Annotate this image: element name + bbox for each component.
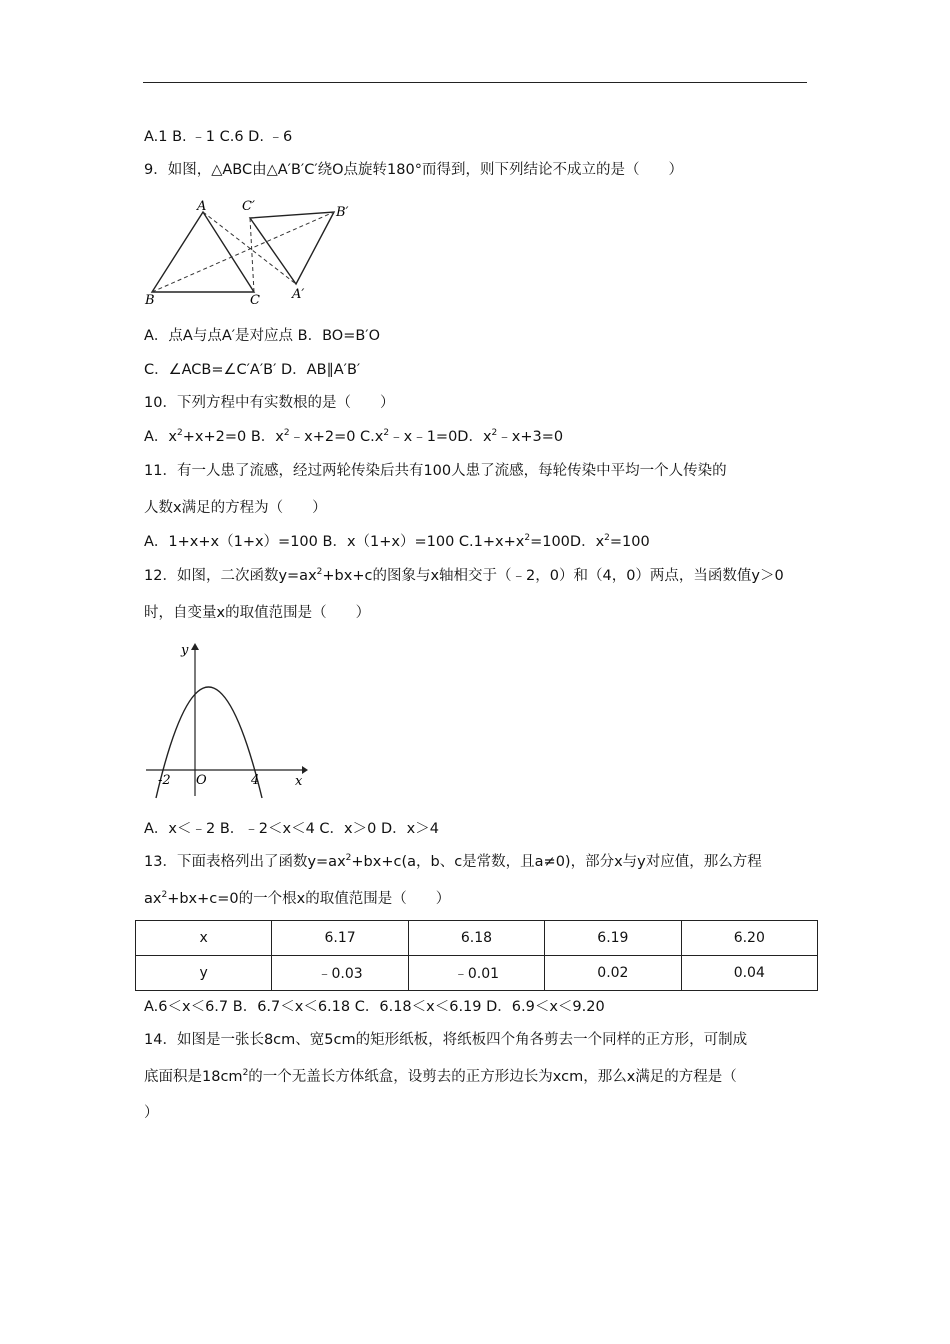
q13-value-table xyxy=(135,920,818,991)
q11-stem-line2: 人数x满足的方程为（ ） xyxy=(144,500,327,516)
q14-stem-line1: 14．如图是一张长8cm、宽5cm的矩形纸板，将纸板四个角各剪去一个同样的正方形，可制成 xyxy=(144,1032,748,1048)
table-cell: 0.04 xyxy=(681,956,817,991)
table-cell: y xyxy=(136,956,272,991)
q10-stem: 10．下列方程中有实数根的是（ ） xyxy=(144,395,395,411)
q13-options: A.6＜x＜6.7 B．6.7＜x＜6.18 C．6.18＜x＜6.19 D．6.9＜x＜9.20 xyxy=(144,999,605,1015)
dashed-bbp xyxy=(152,212,334,292)
q9-options-line1: A．点A与点A′是对应点 B．BO=B′O xyxy=(144,328,381,344)
table-cell: ﹣0.03 xyxy=(272,956,408,991)
table-row xyxy=(136,956,818,991)
q10-options: A．$x^2+x+2=0$ B．$x^2﹣x+2=0$ $C.x^2﹣x﹣1=0D$．$x^2﹣x+3=0$ xyxy=(144,428,564,445)
q9-rotation-figure xyxy=(144,198,356,306)
q12-options: A．x＜﹣2 B．﹣2＜x＜4 C．x＞0 D．x＞4 xyxy=(144,821,439,837)
q13-stem-line1: 13．下面表格列出了函数$y=ax^2+bx+c(a$，b、c是常数，且a≠0)，部分x与y对应值，那么方程 xyxy=(144,853,762,870)
label-cp: C′ xyxy=(242,199,255,214)
q9-options-line2: C．∠ACB=∠C′A′B′ D．AB∥A′B′ xyxy=(144,362,361,378)
label-b: B xyxy=(145,293,155,306)
table-cell: 6.17 xyxy=(272,921,408,956)
q11-stem-line1: 11．有一人患了流感，经过两轮传染后共有100人患了流感，每轮传染中平均一个人传染的 xyxy=(144,463,727,479)
triangle-abc xyxy=(152,212,254,292)
q12-parabola-graph xyxy=(144,640,308,800)
label-bp: B′ xyxy=(336,205,349,220)
y-axis-arrow xyxy=(191,643,199,650)
table-cell: 6.20 xyxy=(681,921,817,956)
label-a: A xyxy=(197,199,207,214)
label-x: x xyxy=(295,774,303,789)
q14-stem-line2: 底面积是$18cm^2$的一个无盖长方体纸盒，设剪去的正方形边长为xcm，那么x满足的方程是（ xyxy=(144,1068,737,1085)
label-y: y xyxy=(181,643,189,658)
header-rule xyxy=(143,82,807,83)
q13-stem-line2: $ax^2+bx+c=0$的一个根x的取值范围是（ ） xyxy=(144,890,451,907)
label-ap: A′ xyxy=(292,287,305,302)
q14-stem-line3: ） xyxy=(144,1105,159,1121)
table-row xyxy=(136,921,818,956)
q8-options: A.1 B. ﹣1 C.6 D. ﹣6 xyxy=(144,129,293,145)
dashed-aap xyxy=(203,212,296,284)
table-cell: 6.18 xyxy=(408,921,544,956)
label-c: C xyxy=(250,293,260,306)
table-cell: x xyxy=(136,921,272,956)
q12-stem-line2: 时，自变量x的取值范围是（ ） xyxy=(144,605,371,621)
x-axis-arrow xyxy=(302,766,308,774)
dashed-ccp xyxy=(250,218,254,292)
table-cell: 6.19 xyxy=(545,921,681,956)
q11-options: A．1+x+x（1+x）=100 B．x（1+x）=100 $C.1+x+x^2=100D$．$x^2=100$ xyxy=(144,533,650,550)
parabola-curve xyxy=(156,687,262,798)
table-cell: ﹣0.01 xyxy=(408,956,544,991)
q12-stem-line1: 12．如图，二次函数$y=ax^2+bx+c$的图象与x轴相交于（﹣2，0）和（4，0）两点，当函数值y＞0 xyxy=(144,567,784,584)
label-root-right: 4 xyxy=(251,773,260,788)
label-origin: O xyxy=(196,773,207,788)
q9-stem: 9．如图，△ABC由△A′B′C′绕O点旋转180°而得到，则下列结论不成立的是（ ） xyxy=(144,162,683,178)
label-root-left: -2 xyxy=(158,773,171,788)
table-cell: 0.02 xyxy=(545,956,681,991)
triangle-apbpcp xyxy=(250,212,334,284)
